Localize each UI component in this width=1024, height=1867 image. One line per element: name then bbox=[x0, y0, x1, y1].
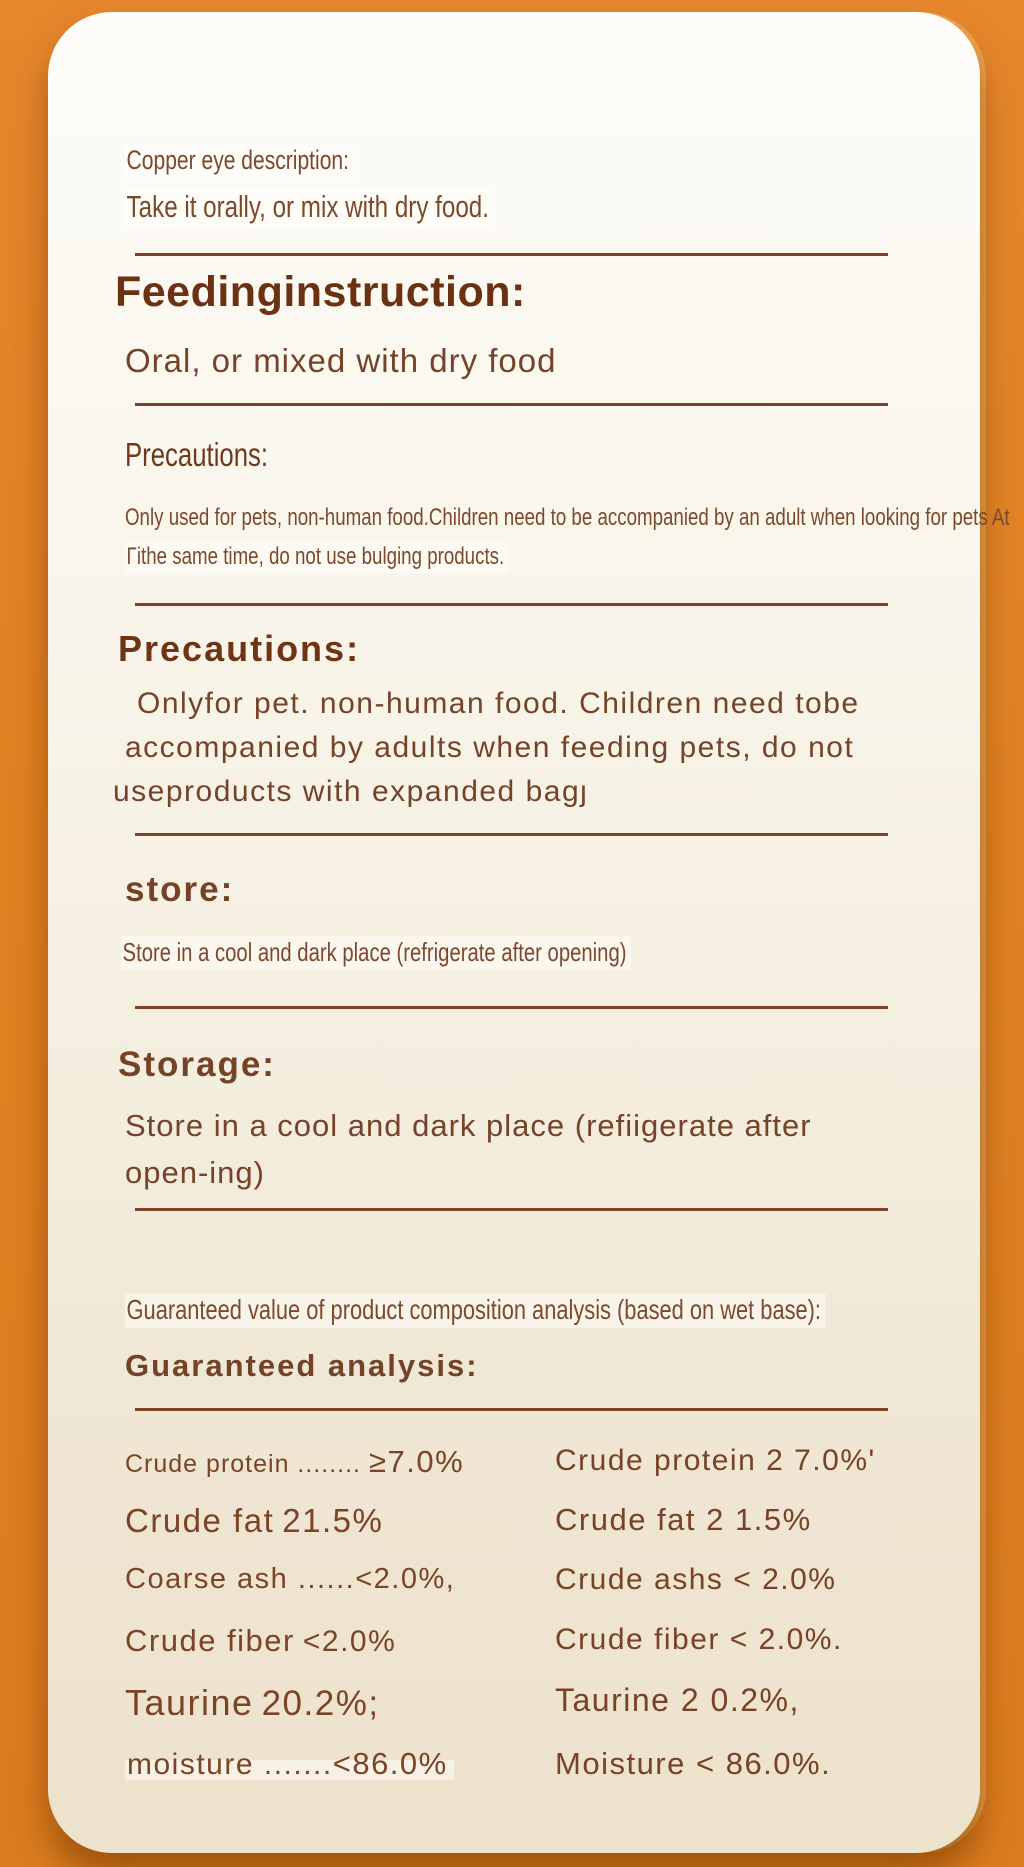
nutrient-value: 21.5% bbox=[282, 1502, 384, 1539]
nutrient-value: 20.2%; bbox=[261, 1684, 380, 1723]
storage-line2: open-ing) bbox=[125, 1155, 265, 1190]
nutrient-right: Taurine 2 0.2%, bbox=[555, 1682, 800, 1718]
nutrient-right: Crude fiber < 2.0%. bbox=[555, 1623, 843, 1656]
nutrient-label: Crude fat bbox=[125, 1502, 275, 1539]
table-row bbox=[125, 1746, 925, 1782]
precautions-large-body bbox=[113, 682, 860, 814]
nutrient-value: <2.0% bbox=[302, 1625, 397, 1658]
nutrient-left bbox=[125, 1502, 384, 1539]
divider bbox=[135, 1208, 888, 1211]
guaranteed-analysis-intro: Guaranteed value of product composition analysis (based on wet base): bbox=[125, 1293, 826, 1328]
nutrient-left bbox=[125, 1623, 397, 1658]
precautions-small-title: Precautions: bbox=[125, 436, 269, 473]
nutrient-value: <86.0% bbox=[332, 1746, 448, 1781]
nutrient-left bbox=[125, 1444, 465, 1479]
nutrient-left bbox=[125, 1746, 454, 1781]
table-row bbox=[125, 1623, 925, 1659]
nutrient-label: moisture ....... bbox=[127, 1748, 333, 1781]
nutrient-right: Crude ashs < 2.0% bbox=[555, 1563, 837, 1596]
precautions-large-line1: Onlyfor pet. non-human food. Children need tobe bbox=[137, 687, 860, 720]
divider bbox=[135, 403, 888, 406]
feeding-instruction-title: Feedinginstruction: bbox=[115, 268, 526, 316]
divider bbox=[135, 1408, 888, 1411]
nutrient-value: ≥7.0% bbox=[369, 1444, 465, 1479]
store-title: store: bbox=[125, 870, 235, 909]
precautions-large-line3: useproducts with expanded bagȷ bbox=[113, 775, 589, 808]
precautions-small-line2: Γithe same time, do not use bulging products. bbox=[125, 542, 509, 573]
feeding-instruction-body: Oral, or mixed with dry food bbox=[125, 342, 557, 379]
nutrient-label: Crude protein ........ bbox=[125, 1450, 361, 1478]
nutrient-label: Taurine bbox=[125, 1682, 254, 1723]
divider bbox=[135, 833, 888, 836]
guaranteed-analysis-title: Guaranteed analysis: bbox=[125, 1348, 479, 1383]
table-row bbox=[125, 1563, 925, 1596]
nutrient-left bbox=[125, 1682, 380, 1723]
nutrient-left bbox=[125, 1563, 456, 1595]
precautions-large-title: Precautions: bbox=[118, 628, 361, 669]
divider bbox=[135, 1006, 888, 1009]
precautions-small-line1: Only used for pets, non-human food.Children need to be accompanied by an adult when looking for pets At bbox=[125, 504, 1010, 531]
table-row bbox=[125, 1682, 925, 1724]
nutrient-label: Coarse ash ...... bbox=[125, 1563, 356, 1595]
precautions-large-line2: accompanied by adults when feeding pets, do not bbox=[125, 731, 855, 764]
nutrient-right: Moisture < 86.0%. bbox=[555, 1746, 832, 1781]
nutrient-right: Crude fat 2 1.5% bbox=[555, 1502, 812, 1537]
divider bbox=[135, 603, 888, 606]
nutrient-right: Crude protein 2 7.0%' bbox=[555, 1444, 876, 1477]
nutrient-label: Crude fiber bbox=[125, 1623, 295, 1658]
divider bbox=[135, 253, 888, 256]
storage-body bbox=[125, 1102, 812, 1196]
table-row bbox=[125, 1444, 925, 1480]
copper-description-title: Copper eye description: bbox=[125, 144, 354, 178]
storage-title: Storage: bbox=[118, 1045, 276, 1084]
label-card bbox=[48, 12, 1010, 1853]
nutrient-value: <2.0%, bbox=[355, 1563, 456, 1595]
storage-line1: Store in a cool and dark place (refiigerate after bbox=[125, 1108, 812, 1143]
copper-description-body: Take it orally, or mix with dry food. bbox=[125, 188, 494, 227]
store-body: Store in a cool and dark place (refrigerate after opening) bbox=[121, 936, 631, 970]
table-row bbox=[125, 1502, 925, 1540]
